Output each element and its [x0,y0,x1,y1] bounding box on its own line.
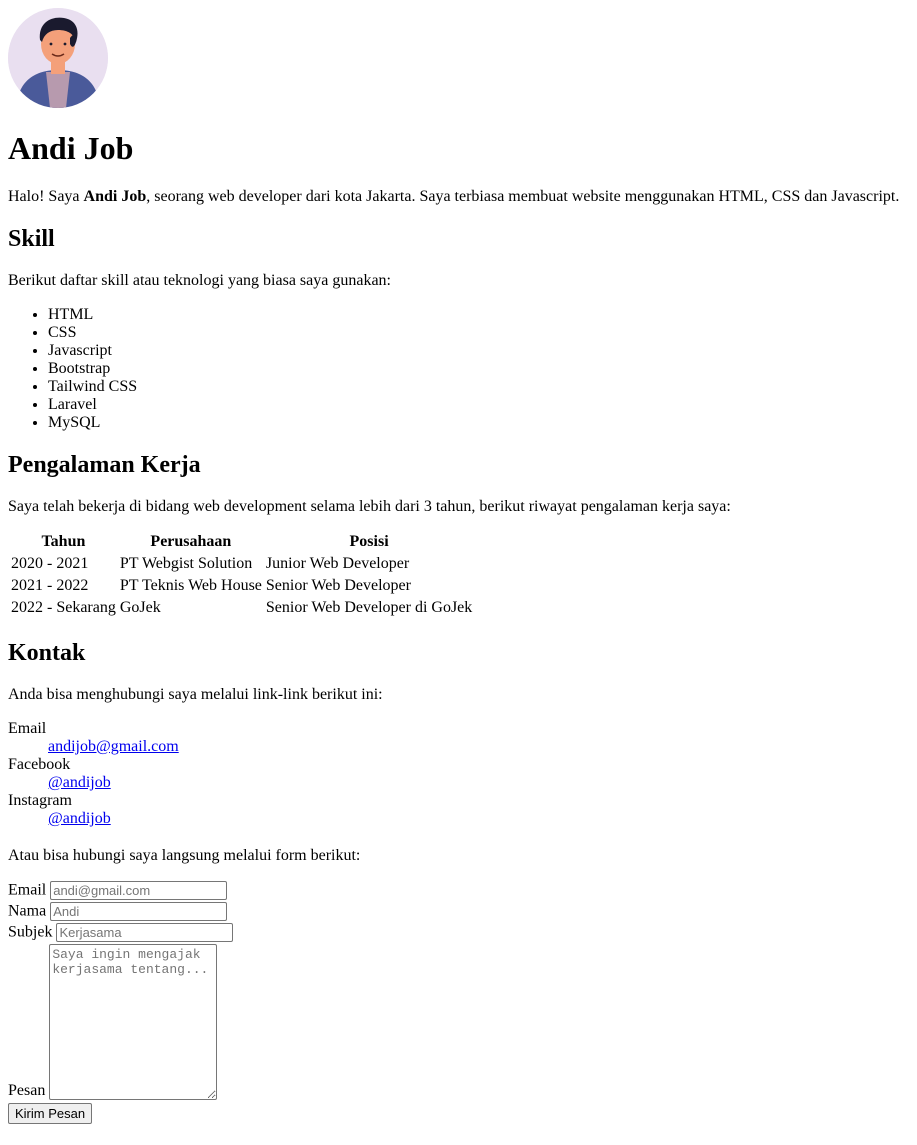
table-header-row [10,532,473,552]
contact-heading: Kontak [8,640,86,666]
skill-item: • MySQL [48,414,909,432]
email-row [8,881,909,902]
cell-year: 2020 - 2021 [11,555,89,572]
contact-value-instagram [48,810,909,828]
facebook-link[interactable]: @andijob [48,774,111,791]
contact-description: Anda bisa menghubungi saya melalui link-link berikut ini: [8,686,383,703]
message-textarea[interactable] [49,944,217,1100]
cell-year: 2022 - Sekarang [11,599,116,616]
email-link[interactable]: andijob@gmail.com [48,738,179,755]
name-row [8,902,909,923]
column-header-position: Posisi [349,533,389,550]
email-label: Email [8,881,47,899]
message-row [8,944,909,1100]
skill-list [8,306,909,432]
contact-form [8,881,909,1124]
intro-suffix: , seorang web developer dari kota Jakarta. Saya terbiasa membuat website menggunakan HTML, CSS dan Javascript. [146,188,900,205]
skill-description: Berikut daftar skill atau teknologi yang biasa saya gunakan: [8,272,391,289]
cell-position: Senior Web Developer di GoJek [265,599,473,616]
message-label: Pesan [8,1082,46,1099]
table-row [10,576,473,596]
skill-item: • Tailwind CSS [48,378,909,396]
contact-label-facebook: Facebook [8,756,71,773]
column-header-company: Perusahaan [150,533,232,550]
cell-company: PT Teknis Web House [119,577,262,594]
table-row [10,554,473,574]
contact-list [8,720,909,828]
experience-heading: Pengalaman Kerja [8,452,201,478]
send-message-button[interactable]: Kirim Pesan [8,1103,92,1124]
cell-position: Senior Web Developer [265,577,411,594]
intro-paragraph [8,188,909,206]
skill-item: • HTML [48,306,909,324]
skill-item: • CSS [48,324,909,342]
cell-company: GoJek [119,599,161,616]
subject-input[interactable] [56,923,233,942]
profile-avatar [8,8,108,108]
subject-row [8,923,909,944]
experience-description: Saya telah bekerja di bidang web development selama lebih dari 3 tahun, berikut riwayat pengalaman kerja saya: [8,498,731,515]
skill-item: • Laravel [48,396,909,414]
contact-label-instagram: Instagram [8,792,72,809]
contact-value-email [48,738,909,756]
table-row [10,598,473,618]
skill-item: • Bootstrap [48,360,909,378]
skill-heading: Skill [8,226,55,252]
cell-position: Junior Web Developer [265,555,410,572]
cell-year: 2021 - 2022 [11,577,89,594]
intro-prefix: Halo! Saya [8,188,84,205]
experience-table [8,530,475,620]
cell-company: PT Webgist Solution [119,555,253,572]
contact-value-facebook [48,774,909,792]
email-input[interactable] [50,881,227,900]
form-intro: Atau bisa hubungi saya langsung melalui form berikut: [8,847,361,864]
skill-item: • Javascript [48,342,909,360]
page-title: Andi Job [8,130,134,166]
name-input[interactable] [50,902,227,921]
instagram-link[interactable]: @andijob [48,810,111,827]
intro-name: Andi Job [83,188,147,205]
subject-label: Subjek [8,923,53,941]
name-label: Nama [8,902,47,920]
column-header-year: Tahun [41,533,86,550]
contact-label-email: Email [8,720,47,737]
